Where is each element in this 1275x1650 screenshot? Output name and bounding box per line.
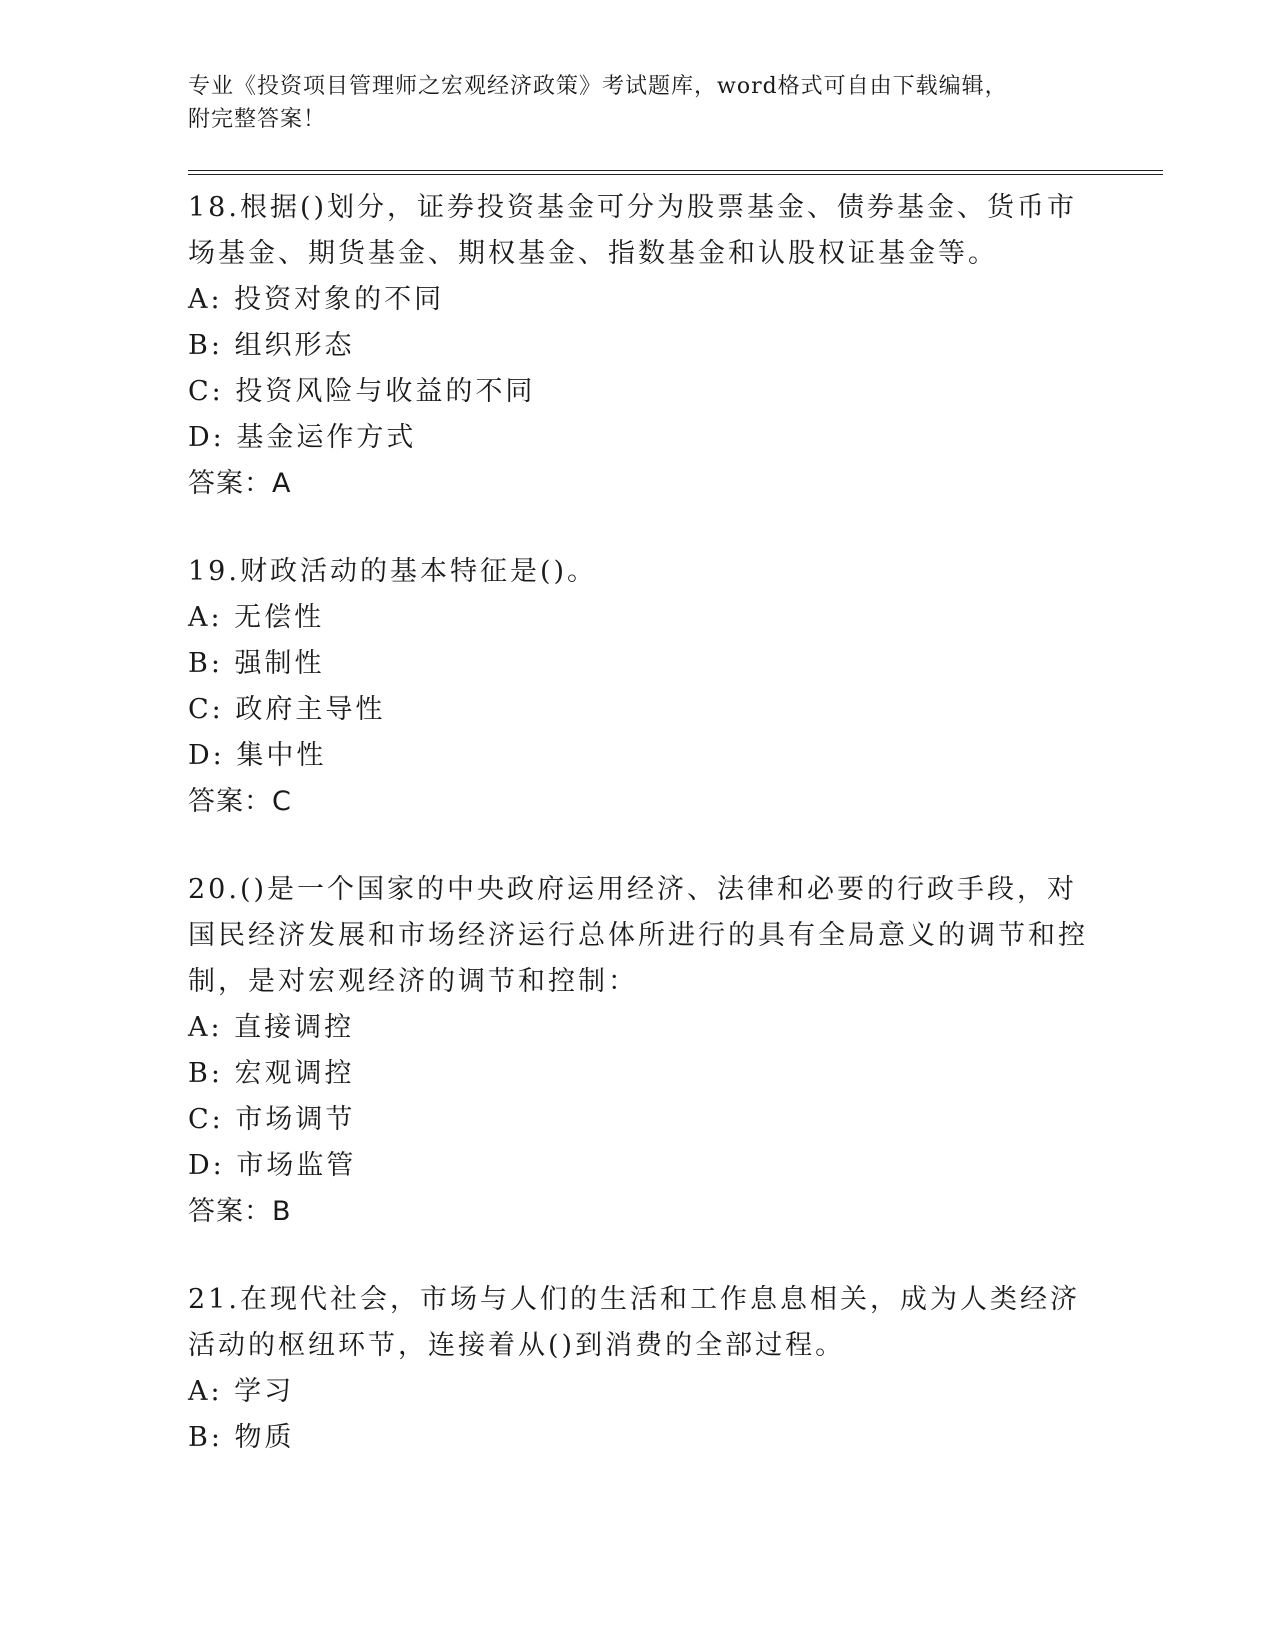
option-b: B: 强制性	[188, 648, 325, 679]
option-a: A: 学习	[188, 1376, 295, 1407]
question-19	[188, 549, 1163, 825]
question-18	[188, 185, 1163, 507]
option-a: A: 投资对象的不同	[188, 284, 445, 315]
option-d: D: 基金运作方式	[188, 422, 417, 453]
question-21	[188, 1277, 1163, 1461]
option-d: D: 集中性	[188, 740, 327, 771]
header-divider	[188, 170, 1163, 175]
header-line-2: 附完整答案！	[188, 107, 327, 132]
header-line-1: 专业《投资项目管理师之宏观经济政策》考试题库，word格式可自由下载编辑，	[188, 74, 1008, 99]
option-b: B: 宏观调控	[188, 1058, 355, 1089]
answer: 答案：A	[188, 468, 292, 499]
option-c: C: 投资风险与收益的不同	[188, 376, 536, 407]
question-20	[188, 867, 1163, 1235]
option-a: A: 无偿性	[188, 602, 325, 633]
option-b: B: 物质	[188, 1422, 295, 1453]
answer: 答案：B	[188, 1196, 292, 1227]
document-header	[188, 70, 1163, 136]
document-page	[188, 70, 1163, 1461]
question-text: 20.()是一个国家的中央政府运用经济、法律和必要的行政手段，对国民经济发展和市场经济运行总体所进行的具有全局意义的调节和控制，是对宏观经济的调节和控制：	[188, 874, 1088, 997]
option-c: C: 市场调节	[188, 1104, 356, 1135]
question-text: 19.财政活动的基本特征是()。	[188, 556, 598, 587]
option-b: B: 组织形态	[188, 330, 355, 361]
option-c: C: 政府主导性	[188, 694, 386, 725]
option-d: D: 市场监管	[188, 1150, 357, 1181]
option-a: A: 直接调控	[188, 1012, 355, 1043]
answer: 答案：C	[188, 786, 292, 817]
question-text: 21.在现代社会，市场与人们的生活和工作息息相关，成为人类经济活动的枢纽环节，连接着从()到消费的全部过程。	[188, 1284, 1080, 1361]
question-text: 18.根据()划分，证券投资基金可分为股票基金、债券基金、货币市场基金、期货基金、期权基金、指数基金和认股权证基金等。	[188, 192, 1078, 269]
